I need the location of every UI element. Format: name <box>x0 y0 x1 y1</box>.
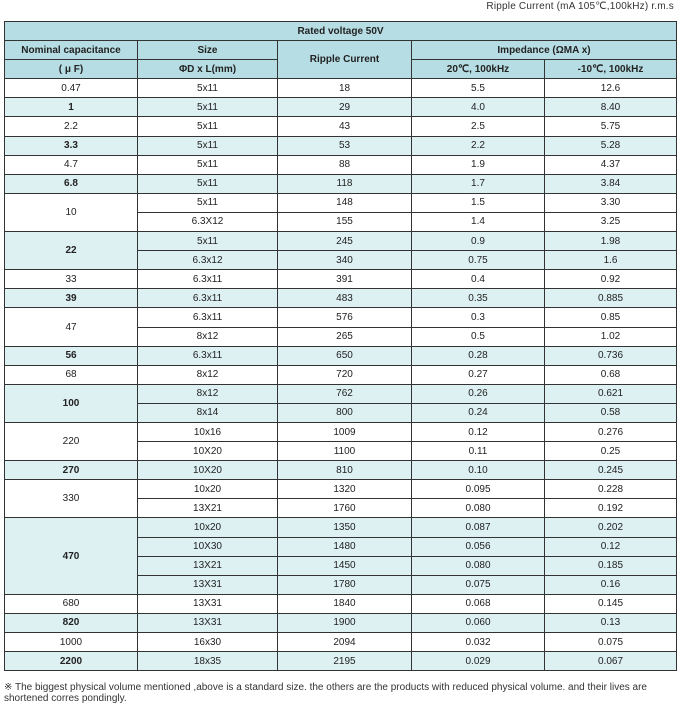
cell-capacitance: 1000 <box>5 633 138 652</box>
table-title: Rated voltage 50V <box>5 22 677 41</box>
cell-impedance-20c: 2.2 <box>412 136 545 155</box>
cell-ripple-current: 762 <box>278 384 412 403</box>
cell-size: 5x11 <box>138 98 278 117</box>
table-row <box>5 193 677 212</box>
cell-size: 13X21 <box>138 556 278 575</box>
cell-size: 5x11 <box>138 117 278 136</box>
cell-impedance-20c: 1.4 <box>412 212 545 231</box>
cell-size: 5x11 <box>138 193 278 212</box>
cell-impedance-20c: 0.056 <box>412 537 545 556</box>
cell-impedance-20c: 0.9 <box>412 232 545 251</box>
cell-capacitance: 2200 <box>5 652 138 671</box>
table-row <box>5 117 677 136</box>
cell-ripple-current: 29 <box>278 98 412 117</box>
cell-ripple-current: 1320 <box>278 480 412 499</box>
cell-size: 6.3x11 <box>138 346 278 365</box>
table-row <box>5 98 677 117</box>
cell-impedance-20c: 0.27 <box>412 365 545 384</box>
cell-impedance-20c: 0.060 <box>412 613 545 632</box>
cell-capacitance: 33 <box>5 270 138 289</box>
cell-impedance-20c: 0.080 <box>412 499 545 518</box>
table-row <box>5 594 677 613</box>
table-row <box>5 308 677 327</box>
table-row <box>5 613 677 632</box>
cell-capacitance: 4.7 <box>5 155 138 174</box>
cell-impedance-m10c: 0.58 <box>545 403 677 422</box>
cell-size: 6.3x11 <box>138 289 278 308</box>
cell-size: 6.3x11 <box>138 270 278 289</box>
cell-impedance-m10c: 0.85 <box>545 308 677 327</box>
cell-size: 5x11 <box>138 79 278 98</box>
cell-impedance-m10c: 0.25 <box>545 442 677 461</box>
cell-size: 10X20 <box>138 461 278 480</box>
cell-size: 10x20 <box>138 480 278 499</box>
header-capacitance: Nominal capacitance <box>5 41 138 60</box>
table-row <box>5 384 677 403</box>
header-size-unit: ΦD x L(mm) <box>138 60 278 79</box>
cell-impedance-m10c: 0.228 <box>545 480 677 499</box>
cell-size: 5x11 <box>138 136 278 155</box>
cell-size: 10X20 <box>138 442 278 461</box>
cell-ripple-current: 1840 <box>278 594 412 613</box>
cell-ripple-current: 1350 <box>278 518 412 537</box>
cell-size: 6.3x11 <box>138 308 278 327</box>
cell-impedance-m10c: 0.145 <box>545 594 677 613</box>
cell-impedance-20c: 2.5 <box>412 117 545 136</box>
table-row <box>5 270 677 289</box>
cell-size: 16x30 <box>138 633 278 652</box>
capacitor-spec-table <box>4 21 677 671</box>
cell-ripple-current: 155 <box>278 212 412 231</box>
cell-impedance-m10c: 0.192 <box>545 499 677 518</box>
cell-ripple-current: 650 <box>278 346 412 365</box>
cell-size: 6.3X12 <box>138 212 278 231</box>
cell-impedance-20c: 0.075 <box>412 575 545 594</box>
cell-ripple-current: 2195 <box>278 652 412 671</box>
footnote: ※ The biggest physical volume mentioned ,above is a standard size. the others are the products with reduced physical volume. and their lives are shortened corres pondingly. <box>4 682 647 704</box>
header-ripple: Ripple Current <box>278 41 412 79</box>
cell-ripple-current: 483 <box>278 289 412 308</box>
table-row <box>5 480 677 499</box>
cell-impedance-20c: 0.75 <box>412 251 545 270</box>
cell-impedance-m10c: 0.185 <box>545 556 677 575</box>
cell-impedance-20c: 5.5 <box>412 79 545 98</box>
table-row <box>5 232 677 251</box>
cell-impedance-20c: 0.11 <box>412 442 545 461</box>
cell-impedance-20c: 0.068 <box>412 594 545 613</box>
cell-impedance-m10c: 0.68 <box>545 365 677 384</box>
cell-capacitance: 680 <box>5 594 138 613</box>
cell-ripple-current: 118 <box>278 174 412 193</box>
cell-impedance-m10c: 0.245 <box>545 461 677 480</box>
cell-size: 8x14 <box>138 403 278 422</box>
cell-size: 10x16 <box>138 422 278 441</box>
cell-impedance-20c: 1.5 <box>412 193 545 212</box>
cell-impedance-20c: 1.9 <box>412 155 545 174</box>
cell-impedance-m10c: 0.885 <box>545 289 677 308</box>
cell-capacitance: 47 <box>5 308 138 346</box>
table-row <box>5 174 677 193</box>
cell-capacitance: 470 <box>5 518 138 594</box>
cell-ripple-current: 148 <box>278 193 412 212</box>
cell-capacitance: 2.2 <box>5 117 138 136</box>
table-row <box>5 346 677 365</box>
table-row <box>5 365 677 384</box>
cell-capacitance: 330 <box>5 480 138 518</box>
cell-ripple-current: 720 <box>278 365 412 384</box>
cell-size: 5x11 <box>138 155 278 174</box>
table-row <box>5 289 677 308</box>
cell-ripple-current: 391 <box>278 270 412 289</box>
cell-impedance-20c: 0.10 <box>412 461 545 480</box>
cell-ripple-current: 1760 <box>278 499 412 518</box>
cell-ripple-current: 88 <box>278 155 412 174</box>
header-capacitance-unit: ( μ F) <box>5 60 138 79</box>
cell-capacitance: 68 <box>5 365 138 384</box>
cell-capacitance: 10 <box>5 193 138 231</box>
table-row <box>5 136 677 155</box>
cell-impedance-m10c: 1.6 <box>545 251 677 270</box>
cell-capacitance: 6.8 <box>5 174 138 193</box>
cell-ripple-current: 1100 <box>278 442 412 461</box>
cell-ripple-current: 1009 <box>278 422 412 441</box>
cell-impedance-m10c: 1.98 <box>545 232 677 251</box>
cell-impedance-20c: 0.3 <box>412 308 545 327</box>
cell-ripple-current: 1480 <box>278 537 412 556</box>
cell-impedance-m10c: 0.067 <box>545 652 677 671</box>
cell-size: 13X31 <box>138 613 278 632</box>
cell-size: 13X31 <box>138 594 278 613</box>
cell-impedance-m10c: 1.02 <box>545 327 677 346</box>
table-row <box>5 79 677 98</box>
cell-ripple-current: 245 <box>278 232 412 251</box>
cell-impedance-20c: 0.28 <box>412 346 545 365</box>
cell-capacitance: 22 <box>5 232 138 270</box>
cell-ripple-current: 1450 <box>278 556 412 575</box>
cell-impedance-m10c: 0.202 <box>545 518 677 537</box>
cell-size: 10X30 <box>138 537 278 556</box>
cell-size: 6.3x12 <box>138 251 278 270</box>
cell-impedance-20c: 0.087 <box>412 518 545 537</box>
cell-impedance-20c: 0.12 <box>412 422 545 441</box>
cell-ripple-current: 18 <box>278 79 412 98</box>
cell-impedance-m10c: 5.28 <box>545 136 677 155</box>
cell-size: 5x11 <box>138 174 278 193</box>
cell-impedance-m10c: 8.40 <box>545 98 677 117</box>
cell-impedance-20c: 0.5 <box>412 327 545 346</box>
cell-capacitance: 270 <box>5 461 138 480</box>
header-impedance: Impedance (ΩMA x) <box>412 41 677 60</box>
cell-capacitance: 820 <box>5 613 138 632</box>
cell-size: 13X31 <box>138 575 278 594</box>
cell-capacitance: 3.3 <box>5 136 138 155</box>
cell-impedance-m10c: 3.84 <box>545 174 677 193</box>
cell-impedance-m10c: 0.92 <box>545 270 677 289</box>
cell-ripple-current: 810 <box>278 461 412 480</box>
cell-ripple-current: 43 <box>278 117 412 136</box>
header-impedance-m10c: -10℃, 100kHz <box>545 60 677 79</box>
table-row <box>5 652 677 671</box>
header-impedance-20c: 20℃, 100kHz <box>412 60 545 79</box>
cell-size: 5x11 <box>138 232 278 251</box>
cell-capacitance: 1 <box>5 98 138 117</box>
cell-ripple-current: 340 <box>278 251 412 270</box>
ripple-current-caption: Ripple Current (mA 105℃,100kHz) r.m.s <box>486 1 674 12</box>
cell-impedance-20c: 0.029 <box>412 652 545 671</box>
cell-capacitance: 39 <box>5 289 138 308</box>
cell-impedance-m10c: 4.37 <box>545 155 677 174</box>
cell-impedance-m10c: 0.621 <box>545 384 677 403</box>
cell-impedance-m10c: 0.12 <box>545 537 677 556</box>
cell-ripple-current: 53 <box>278 136 412 155</box>
table-row <box>5 461 677 480</box>
cell-ripple-current: 576 <box>278 308 412 327</box>
cell-impedance-20c: 0.095 <box>412 480 545 499</box>
cell-capacitance: 220 <box>5 422 138 460</box>
cell-impedance-20c: 0.26 <box>412 384 545 403</box>
table-body <box>5 79 677 671</box>
cell-impedance-20c: 0.4 <box>412 270 545 289</box>
cell-capacitance: 0.47 <box>5 79 138 98</box>
cell-impedance-20c: 0.35 <box>412 289 545 308</box>
cell-capacitance: 56 <box>5 346 138 365</box>
cell-impedance-m10c: 0.16 <box>545 575 677 594</box>
cell-impedance-m10c: 0.075 <box>545 633 677 652</box>
table-row <box>5 633 677 652</box>
table-row <box>5 518 677 537</box>
cell-impedance-m10c: 3.30 <box>545 193 677 212</box>
table-row <box>5 155 677 174</box>
cell-impedance-20c: 0.032 <box>412 633 545 652</box>
cell-ripple-current: 1900 <box>278 613 412 632</box>
cell-impedance-m10c: 12.6 <box>545 79 677 98</box>
cell-size: 8x12 <box>138 327 278 346</box>
cell-impedance-m10c: 3.25 <box>545 212 677 231</box>
header-size: Size <box>138 41 278 60</box>
cell-ripple-current: 800 <box>278 403 412 422</box>
cell-size: 13X21 <box>138 499 278 518</box>
cell-ripple-current: 2094 <box>278 633 412 652</box>
cell-capacitance: 100 <box>5 384 138 422</box>
cell-ripple-current: 1780 <box>278 575 412 594</box>
cell-impedance-20c: 4.0 <box>412 98 545 117</box>
cell-impedance-20c: 0.080 <box>412 556 545 575</box>
cell-impedance-m10c: 0.736 <box>545 346 677 365</box>
cell-impedance-20c: 1.7 <box>412 174 545 193</box>
cell-impedance-m10c: 0.276 <box>545 422 677 441</box>
cell-impedance-20c: 0.24 <box>412 403 545 422</box>
cell-impedance-m10c: 0.13 <box>545 613 677 632</box>
cell-ripple-current: 265 <box>278 327 412 346</box>
cell-size: 8x12 <box>138 384 278 403</box>
cell-size: 8x12 <box>138 365 278 384</box>
cell-size: 10x20 <box>138 518 278 537</box>
cell-size: 18x35 <box>138 652 278 671</box>
cell-impedance-m10c: 5.75 <box>545 117 677 136</box>
table-row <box>5 422 677 441</box>
